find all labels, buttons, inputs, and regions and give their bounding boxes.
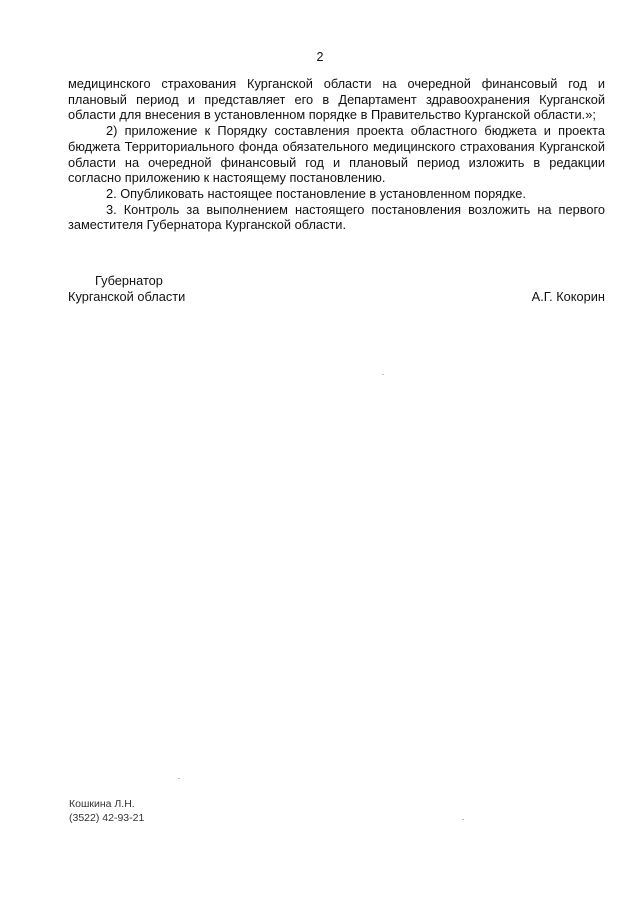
executor-footer <box>69 797 144 825</box>
scan-speck <box>462 819 464 820</box>
signature-name: А.Г. Кокорин <box>531 288 605 304</box>
page-number: 2 <box>316 50 324 64</box>
paragraph-continuation: медицинского страхования Курганской области на очередной финансовый год и плановый период и представляет его в Департамент здравоохранения Курганской области для внесения в установленном порядке в Правительство Курганской области.»; <box>68 76 605 123</box>
paragraph-appendix-item: 2) приложение к Порядку составления проекта областного бюджета и проекта бюджета Территориального фонда обязательного медицинского страхования Курганской области на очередной финансовый год и плановый период изложить в редакции согласно приложению к настоящему постановлению. <box>68 123 605 186</box>
executor-name: Кошкина Л.Н. <box>69 798 135 810</box>
document-body <box>68 76 605 233</box>
scan-speck <box>178 778 180 779</box>
paragraph-control: 3. Контроль за выполнением настоящего постановления возложить на первого заместителя Губернатора Курганской области. <box>68 201 605 233</box>
scan-speck <box>382 374 384 375</box>
executor-phone: (3522) 42-93-21 <box>69 812 145 824</box>
signature-title-governor: Губернатор <box>95 273 163 288</box>
signature-title-region: Курганской области <box>68 288 186 304</box>
signature-block <box>68 273 605 304</box>
paragraph-publish: 2. Опубликовать настоящее постановление в установленном порядке. <box>106 185 526 201</box>
